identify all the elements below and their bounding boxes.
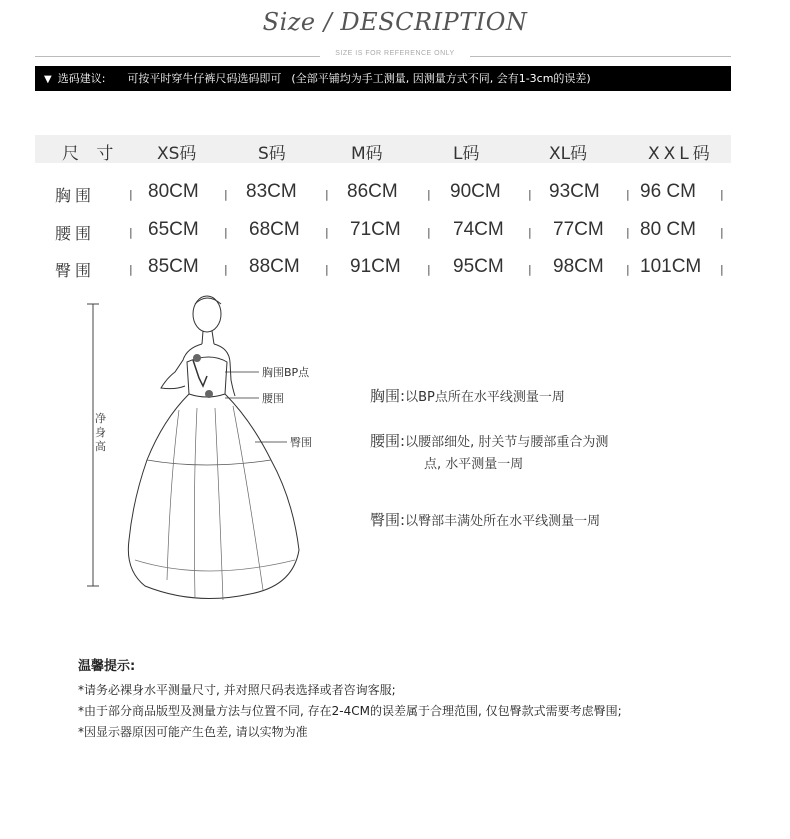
header-size-xs: XS码 xyxy=(157,144,197,164)
triangle-down-icon: ▼ xyxy=(44,74,52,85)
tips-section xyxy=(78,656,622,743)
table-cell: 71CM xyxy=(350,219,401,240)
table-cell: 85CM xyxy=(148,256,199,277)
desc-hip-key: 臀围: xyxy=(370,511,406,529)
table-cell: 68CM xyxy=(249,219,300,240)
desc-bust-key: 胸围: xyxy=(370,387,406,405)
header-size-m: M码 xyxy=(351,144,383,164)
page-subtitle: SIZE IS FOR REFERENCE ONLY xyxy=(335,50,455,57)
table-cell: 83CM xyxy=(246,181,297,202)
table-cell: 95CM xyxy=(453,256,504,277)
waist-label: 腰围 xyxy=(262,392,284,405)
banner-main: 可按平时穿牛仔裤尺码选码即可 xyxy=(127,72,282,85)
desc-hip-text: 以臀部丰满处所在水平线测量一周 xyxy=(405,514,601,529)
table-cell: 74CM xyxy=(453,219,504,240)
desc-hip xyxy=(370,509,600,533)
table-cell: 90CM xyxy=(450,181,501,202)
banner-label: 选码建议: xyxy=(57,72,106,85)
header-size-xxl: XXL码 xyxy=(648,144,714,164)
desc-bust-text: 以BP点所在水平线测量一周 xyxy=(405,390,565,405)
height-label: 净身高 xyxy=(95,412,106,453)
size-table-header xyxy=(35,135,731,163)
banner-note: (全部平铺均为手工测量, 因测量方式不同, 会有1-3cm的误差) xyxy=(291,72,591,85)
table-cell: 88CM xyxy=(249,256,300,277)
table-cell: 101CM xyxy=(640,256,702,277)
table-cell: 93CM xyxy=(549,181,600,202)
table-cell: 91CM xyxy=(350,256,401,277)
desc-waist-text2: 点, 水平测量一周 xyxy=(424,457,524,472)
table-cell: 65CM xyxy=(148,219,199,240)
header-size-label: 尺 寸 xyxy=(62,144,120,164)
desc-waist-text: 以腰部细处, 肘关节与腰部重合为测 xyxy=(405,435,609,450)
tip-line: *请务必裸身水平测量尺寸, 并对照尺码表选择或者咨询客服; xyxy=(78,683,396,697)
tips-heading: 温馨提示: xyxy=(78,659,136,674)
size-advice-banner xyxy=(35,66,731,91)
tip-line: *由于部分商品版型及测量方法与位置不同, 存在2-4CM的误差属于合理范围, 仅包臀款式需要考虑臀围; xyxy=(78,704,622,718)
tip-line: *因显示器原因可能产生色差, 请以实物为准 xyxy=(78,725,308,739)
bust-label: 胸围BP点 xyxy=(262,366,310,379)
desc-bust xyxy=(370,385,565,409)
desc-waist-key: 腰围: xyxy=(370,432,406,450)
hip-label: 臀围 xyxy=(290,436,312,449)
header-size-s: S码 xyxy=(258,144,286,164)
row-label-waist: 腰围 xyxy=(55,224,96,243)
page-title: Size / DESCRIPTION xyxy=(262,8,528,36)
header-size-xl: XL码 xyxy=(549,144,588,164)
table-cell: 80 CM xyxy=(640,219,696,240)
table-cell: 80CM xyxy=(148,181,199,202)
desc-waist xyxy=(370,430,608,476)
row-label-bust: 胸围 xyxy=(55,186,96,205)
dress-illustration xyxy=(75,290,345,610)
measurement-figure xyxy=(75,290,345,610)
table-cell: 96 CM xyxy=(640,181,696,202)
table-cell: 77CM xyxy=(553,219,604,240)
table-cell: 86CM xyxy=(347,181,398,202)
row-label-hip: 臀围 xyxy=(55,261,96,280)
header-size-l: L码 xyxy=(453,144,480,164)
table-cell: 98CM xyxy=(553,256,604,277)
